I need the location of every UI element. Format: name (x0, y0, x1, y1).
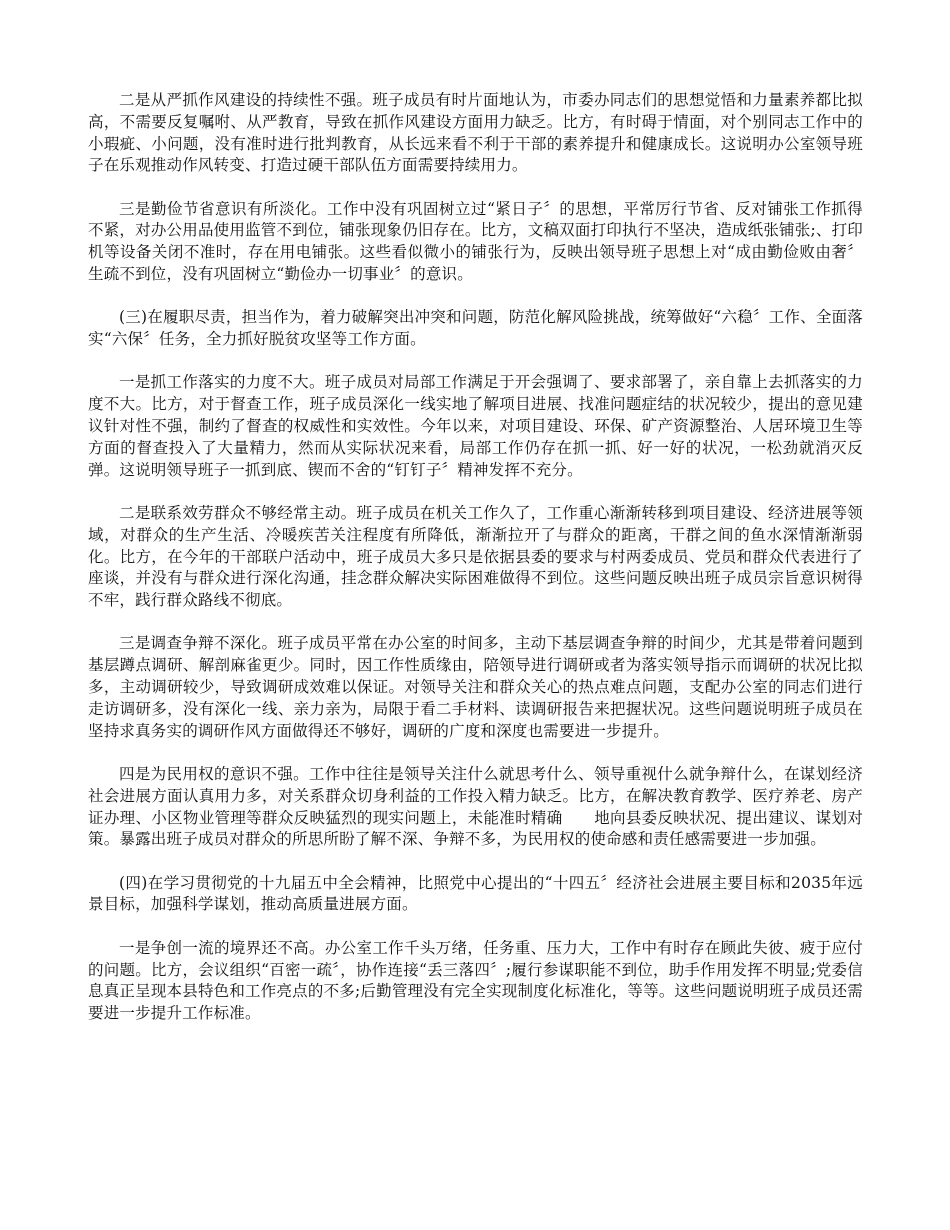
paragraph-3-research: 三是调查争辩不深化。班子成员平常在办公室的时间多，主动下基层调查争辩的时间少，尤其是带着问题到基层蹲点调研、解剖麻雀更少。同时，因工作性质缘由，陪领导进行调研或者为落实领导指示而调研的状况比拟多，主动调研较少，导致调研成效难以保证。对领导关注和群众关心的热点难点问题，支配办公室的同志们进行走访调研多，没有深化一线、亲力亲为，局限于看二手材料、读调研报告来把握状况。这些问题说明班子成员在坚持求真务实的调研作风方面做得还不够好，调研的广度和深度也需要进一步提升。 (88, 634, 863, 740)
paragraph-4-power-for-people: 四是为民用权的意识不强。工作中往往是领导关注什么就思考什么、领导重视什么就争辩什么，在谋划经济社会进展方面认真用力多，对关系群众切身利益的工作投入精力缺乏。比方，在解决教育教学、医疗养老、房产证办理、小区物业管理等群众反映猛烈的现实问题上，未能准时精确 地向县委反映状况、提出建议、谋划对策。暴露出班子成员对群众的所思所盼了解不深、争辩不多，为民用权的使命感和责任感需要进一步加强。 (88, 764, 863, 849)
paragraph-2-serving-masses: 二是联系效劳群众不够经常主动。班子成员在机关工作久了，工作重心渐渐转移到项目建设、经济进展等领域，对群众的生产生活、冷暖疾苦关注程度有所降低，渐渐拉开了与群众的距离，干群之间的鱼水深情渐渐弱化。比方，在今年的干部联户活动中，班子成员大多只是依据县委的要求与村两委成员、党员和群众代表进行了座谈，并没有与群众进行深化沟通，挂念群众解决实际困难做得不到位。这些问题反映出班子成员宗旨意识树得不牢，践行群众路线不彻底。 (88, 503, 863, 610)
paragraph-1-implementation: 一是抓工作落实的力度不大。班子成员对局部工作满足于开会强调了、要求部署了，亲自靠上去抓落实的力度不大。比方，对于督查工作，班子成员深化一线实地了解项目进展、找准问题症结的状况较少，提出的意见建议针对性不强，制约了督查的权威性和实效性。今年以来，对项目建设、环保、矿产资源整治、人居环境卫生等方面的督查投入了大量精力，然而从实际状况来看，局部工作仍存在抓一抓、好一好的状况，一松劲就消灭反弹。这说明领导班子一抓到底、锲而不舍的“钉钉子〞精神发挥不充分。 (88, 373, 863, 479)
section-heading-3: (三)在履职尽责，担当作为，着力破解突出冲突和问题，防范化解风险挑战，统筹做好“六稳〞工作、全面落实“六保〞任务，全力抓好脱贫攻坚等工作方面。 (88, 308, 863, 349)
section-heading-4: (四)在学习贯彻党的十九届五中全会精神，比照党中心提出的“十四五〞经济社会进展主要目标和2035年远景目标，加强科学谋划，推动高质量进展方面。 (88, 873, 863, 914)
document-body (88, 90, 863, 1025)
paragraph-3-thrift: 三是勤俭节省意识有所淡化。工作中没有巩固树立过“紧日子〞的思想，平常厉行节省、反对铺张工作抓得不紧，对办公用品使用监管不到位，铺张现象仍旧存在。比方，文稿双面打印执行不坚决，造成纸张铺张;、打印机等设备关闭不准时，存在用电铺张。这些看似微小的铺张行为，反映出领导班子思想上对“成由勤俭败由奢〞生疏不到位，没有巩固树立“勤俭办一切事业〞的意识。 (88, 199, 863, 284)
paragraph-2-discipline: 二是从严抓作风建设的持续性不强。班子成员有时片面地认为，市委办同志们的思想觉悟和力量素养都比拟高，不需要反复嘱咐、从严教育，导致在抓作风建设方面用力缺乏。比方，有时碍于情面，对个别同志工作中的小瑕疵、小问题，没有准时进行批判教育，从长远来看不利于干部的素养提升和健康成长。这说明办公室领导班子在乐观推动作风转变、打造过硬干部队伍方面需要持续用力。 (88, 91, 863, 175)
paragraph-1-first-class: 一是争创一流的境界还不高。办公室工作千头万绪，任务重、压力大，工作中有时存在顾此失彼、疲于应付的问题。比方，会议组织“百密一疏〞，协作连接“丢三落四〞;履行参谋职能不到位，助手作用发挥不明显;党委信息真正呈现本县特色和工作亮点的不多;后勤管理没有完全实现制度化标准化，等等。这些问题说明班子成员还需要进一步提升工作标准。 (88, 938, 863, 1023)
